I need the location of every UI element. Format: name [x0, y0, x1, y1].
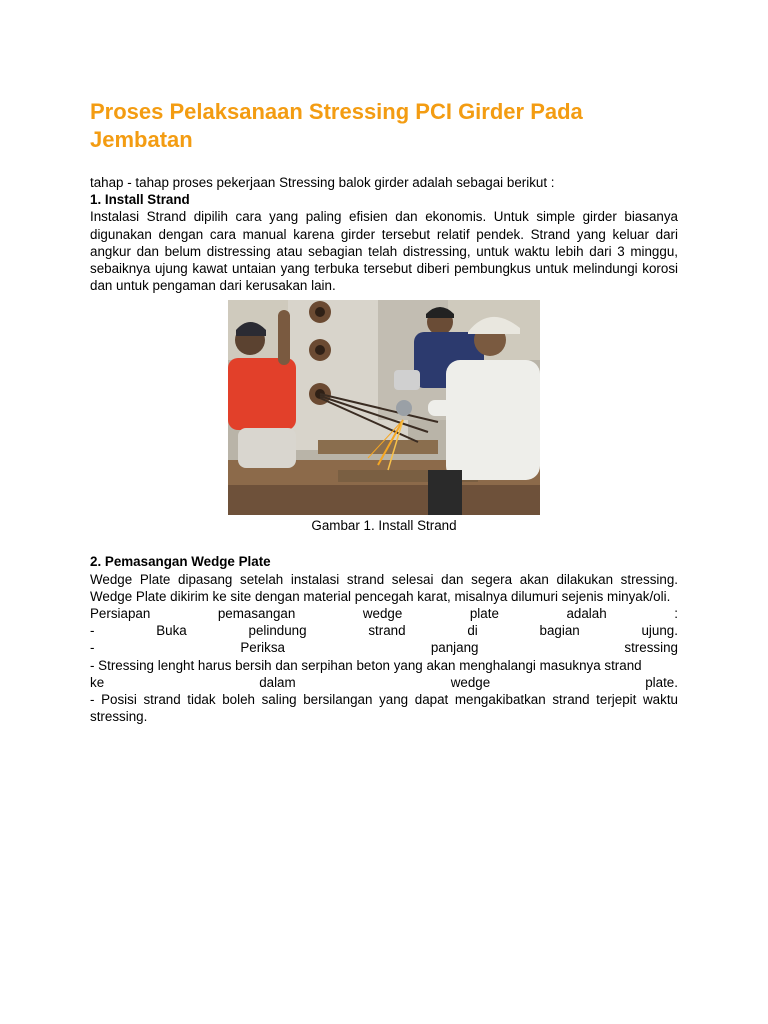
- list-word: ujung.: [641, 623, 678, 639]
- prep-word: adalah: [566, 606, 607, 622]
- figure-install-strand: [90, 300, 678, 534]
- figure-caption: Gambar 1. Install Strand: [311, 518, 457, 534]
- prep-word: pemasangan: [217, 606, 296, 622]
- list-word: -: [90, 623, 95, 639]
- section2-body: Wedge Plate dipasang setelah instalasi strand selesai dan segera akan dilakukan stressing. Wedge Plate dikirim ke site dengan material pencegah karat, misalnya dilumuri sejenis minyak/oli.: [90, 571, 678, 604]
- list-word: strand: [368, 623, 406, 639]
- section1-body: Instalasi Strand dipilih cara yang paling efisien dan ekonomis. Untuk simple girder biasanya digunakan dengan cara manual karena girder tersebut relatif pendek. Strand yang keluar dari angkur dan belum distressing atau sebagian telah distressing, untuk waktu lebih dari 3 minggu, sebaiknya ujung kawat untaian yang terbuka tersebut diberi pembungkus untuk melindungi korosi dan untuk pengaman dari kerusakan lain.: [90, 209, 678, 294]
- list-word: pelindung: [248, 623, 307, 639]
- list-word: plate.: [645, 674, 678, 690]
- list-word: dalam: [259, 674, 296, 690]
- prep-word: plate: [469, 606, 499, 622]
- list-word: bagian: [539, 623, 580, 639]
- section2-heading: 2. Pemasangan Wedge Plate: [90, 554, 271, 570]
- list-item-stressing-length: - Stressing lenght harus bersih dan serpihan beton yang akan menghalangi masuknya strand: [90, 657, 642, 673]
- prep-word: wedge: [362, 606, 403, 622]
- list-item-periksa: [90, 639, 678, 656]
- list-word: Buka: [156, 623, 187, 639]
- section1-heading: 1. Install Strand: [90, 192, 190, 208]
- list-item-stressing-length-cont: [90, 674, 678, 691]
- list-word: stressing: [624, 640, 678, 656]
- document-page: [90, 98, 678, 725]
- list-item-posisi-strand: - Posisi strand tidak boleh saling bersilangan yang dapat mengakibatkan strand terjepit waktu stressing.: [90, 692, 678, 725]
- list-item-buka: [90, 622, 678, 639]
- prep-word: Persiapan: [90, 606, 151, 622]
- list-word: ke: [90, 674, 105, 690]
- list-word: di: [467, 623, 478, 639]
- install-strand-photo: [228, 300, 540, 515]
- intro-text: tahap - tahap proses pekerjaan Stressing balok girder adalah sebagai berikut :: [90, 175, 555, 190]
- page-title: Proses Pelaksanaan Stressing PCI Girder Pada Jembatan: [90, 99, 583, 152]
- prep-word: :: [674, 606, 678, 622]
- list-word: wedge: [450, 674, 491, 690]
- list-word: Periksa: [240, 640, 285, 656]
- prep-line: [90, 605, 678, 622]
- section2: [90, 553, 678, 725]
- list-word: panjang: [430, 640, 479, 656]
- list-word: -: [90, 640, 95, 656]
